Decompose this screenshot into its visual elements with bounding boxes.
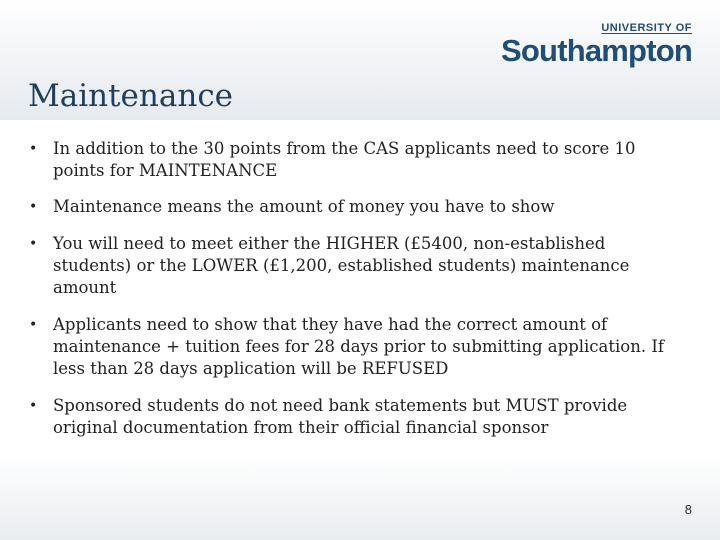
university-logo xyxy=(501,22,692,68)
bullet-icon: • xyxy=(29,141,38,157)
footer-background xyxy=(0,455,720,540)
bullet-icon: • xyxy=(29,236,38,252)
bullet-item xyxy=(26,314,686,380)
logo-main-text: Southampton xyxy=(501,33,692,68)
bullet-text: Maintenance means the amount of money you have to show xyxy=(53,197,555,216)
slide-title: Maintenance xyxy=(28,78,234,114)
bullet-item xyxy=(26,395,686,439)
bullet-text: In addition to the 30 points from the CAS applicants need to score 10 points for MAINTENANCE xyxy=(53,139,636,180)
bullet-text: Sponsored students do not need bank statements but MUST provide original documentation from their official financial sponsor xyxy=(53,396,628,437)
bullet-text: You will need to meet either the HIGHER (£5400, non-established students) or the LOWER (£1,200, established students) maintenance amount xyxy=(53,234,630,297)
bullet-icon: • xyxy=(29,199,38,215)
bullet-item xyxy=(26,138,686,182)
bullet-item xyxy=(26,233,686,299)
bullet-list xyxy=(26,138,686,439)
logo-top-text: UNIVERSITY OF xyxy=(601,22,692,34)
bullet-icon: • xyxy=(29,317,38,333)
bullet-item xyxy=(26,196,686,218)
bullet-icon: • xyxy=(29,398,38,414)
page-number: 8 xyxy=(684,502,692,517)
bullet-text: Applicants need to show that they have had the correct amount of maintenance + tuition fees for 28 days prior to submitting application. If less than 28 days application will be REFUSED xyxy=(53,315,664,378)
